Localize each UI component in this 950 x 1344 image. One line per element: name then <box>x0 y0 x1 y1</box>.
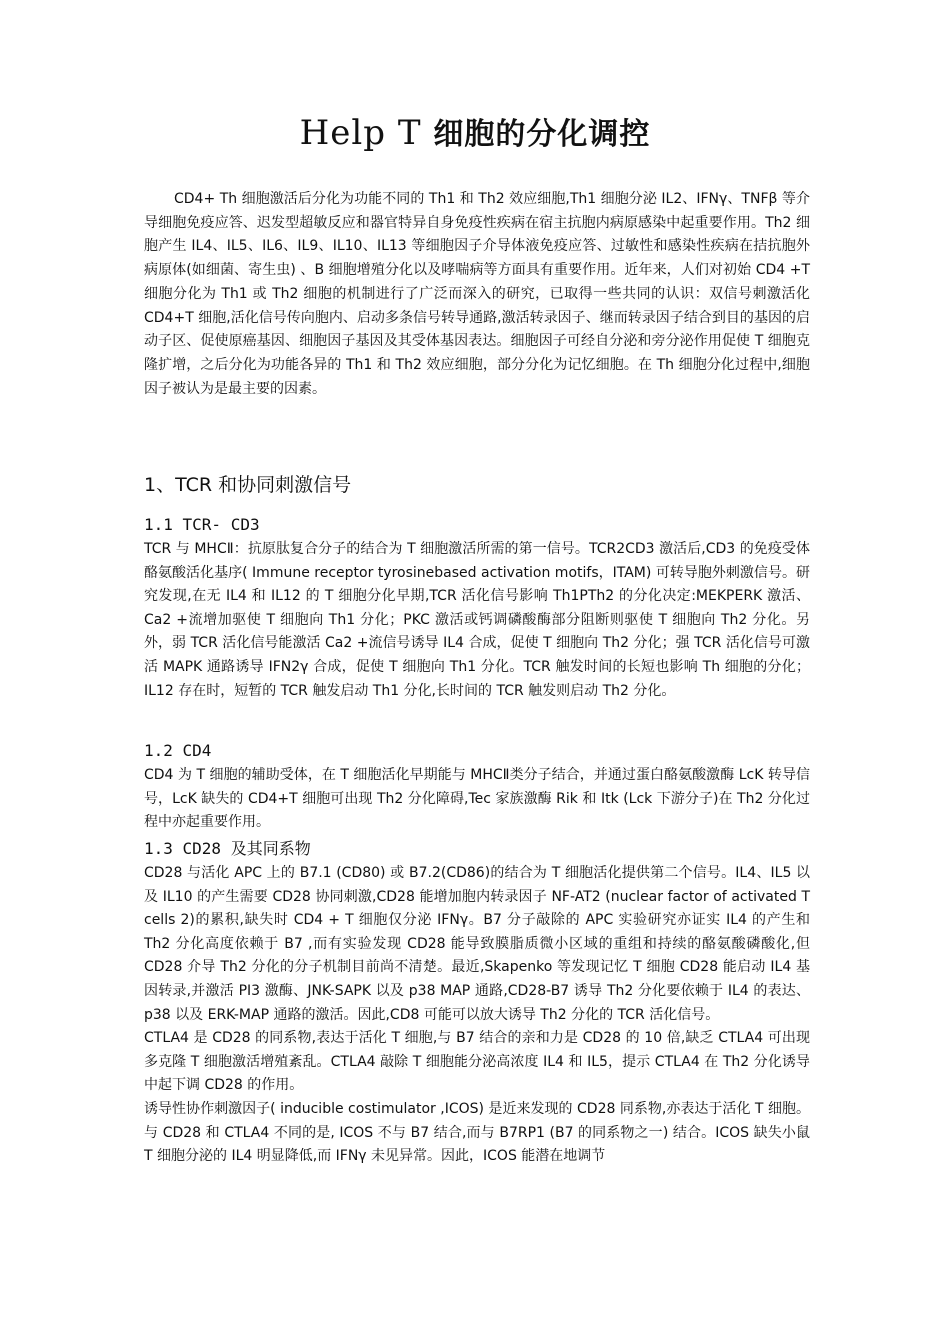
section-1-1-text: TCR 与 MHCⅡ：抗原肽复合分子的结合为 T 细胞激活所需的第一信号。TCR2CD3 激活后,CD3 的免疫受体酪氨酸活化基序( Immune receptor tyrosinebased activation motifs，ITAM) 可转导胞外刺激信号。研究发现,在无 IL4 和 IL12 的 T 细胞分化早期,TCR 活化信号影响 Th1PTh2 的分化决定:MEKPERK 激活、Ca2 +流增加驱使 T 细胞向 Th1 分化；PKC 激活或钙调磷酸酶部分阻断则驱使 T 细胞向 Th2 分化。另外，弱 TCR 活化信号能激活 Ca2 +流信号诱导 IL4 合成，促使 T 细胞向 Th2 分化；强 TCR 活化信号可激活 MAPK 通路诱导 IFN2γ 合成，促使 T 细胞向 Th1 分化。TCR 触发时间的长短也影响 Th 细胞的分化；IL12 存在时，短暂的 TCR 触发启动 Th1 分化,长时间的 TCR 触发则启动 Th2 分化。 <box>144 541 810 699</box>
section-1-1 <box>144 512 810 703</box>
section-1-3-text-3: 诱导性协作刺激因子( inducible costimulator ,ICOS) 是近来发现的 CD28 同系物,亦表达于活化 T 细胞。与 CD28 和 CTLA4 不同的是, ICOS 不与 B7 结合,而与 B7RP1 (B7 的同系物之一) 结合。ICOS 缺失小鼠 T 细胞分泌的 IL4 明显降低,而 IFNγ 未见异常。因此，ICOS 能潜在地调节 <box>144 1100 810 1165</box>
section-1-3-text-1: CD28 与活化 APC 上的 B7.1 (CD80) 或 B7.2(CD86)的结合为 T 细胞活化提供第二个信号。IL4、IL5 以及 IL10 的产生需要 CD28 协同刺激,CD28 能增加胞内转录因子 NF-AT2 (nuclear factor of activated T cells 2)的累积,缺失时 CD4 + T 细胞仅分泌 IFNγ。B7 分子敲除的 APC 实验研究亦证实 IL4 的产生和 Th2 分化高度依赖于 B7 ,而有实验发现 CD28 能导致膜脂质微小区域的重组和持续的酪氨酸磷酸化,但 CD28 介导 Th2 分化的分子机制目前尚不清楚。最近,Skapenko 等发现记忆 T 细胞 CD28 能启动 IL4 基因转录,并激活 PI3 激酶、JNK-SAPK 以及 p38 MAP 通路,CD28-B7 诱导 Th2 分化要依赖于 IL4 的表达、p38 以及 ERK-MAP 通路的激活。因此,CD8 可能可以放大诱导 Th2 分化的 TCR 活化信号。 <box>144 865 810 1023</box>
section-1-3-heading-num: 1.3 CD28 <box>144 839 222 858</box>
section-1-2 <box>144 738 810 835</box>
document-title <box>0 108 950 160</box>
title-cjk: 细胞的分化调控 <box>433 117 651 152</box>
section-1-2-heading: 1.2 CD4 <box>144 741 212 760</box>
section-1-heading: 1、TCR 和协同刺激信号 <box>144 474 352 496</box>
section-1-3-heading-text: 及其同系物 <box>230 839 311 858</box>
section-1-1-heading: 1.1 TCR- CD3 <box>144 515 260 534</box>
section-1-3-text-2: CTLA4 是 CD28 的同系物,表达于活化 T 细胞,与 B7 结合的亲和力是 CD28 的 10 倍,缺乏 CTLA4 可出现多克隆 T 细胞激活增殖紊乱。CTLA4 敲除 T 细胞能分泌高浓度 IL4 和 IL5，提示 CTLA4 在 Th2 分化诱导中起下调 CD28 的作用。 <box>144 1030 810 1094</box>
section-1-3 <box>144 836 810 1169</box>
intro-paragraph: CD4+ Th 细胞激活后分化为功能不同的 Th1 和 Th2 效应细胞,Th1 细胞分泌 IL2、IFNγ、TNFβ 等介导细胞免疫应答、迟发型超敏反应和器官特异自身免疫性疾病在宿主抗胞内病原感染中起重要作用。Th2 细胞产生 IL4、IL5、IL6、IL9、IL10、IL13 等细胞因子介导体液免疫应答、过敏性和感染性疾病在拮抗胞外病原体(如细菌、寄生虫) 、B 细胞增殖分化以及哮喘病等方面具有重要作用。近年来，人们对初始 CD4 +T 细胞分化为 Th1 或 Th2 细胞的机制进行了广泛而深入的研究，已取得一些共同的认识：双信号刺激活化 CD4+T 细胞,活化信号传向胞内、启动多条信号转导通路,激活转录因子、继而转录因子结合到目的基因的启动子区、促使原癌基因、细胞因子基因及其受体基因表达。细胞因子可经自分泌和旁分泌作用促使 T 细胞克隆扩增，之后分化为功能各异的 Th1 和 Th2 效应细胞，部分分化为记忆细胞。在 Th 细胞分化过程中,细胞因子被认为是最主要的因素。 <box>144 191 810 397</box>
title-latin: Help T <box>299 113 422 153</box>
section-1-2-text: CD4 为 T 细胞的辅助受体，在 T 细胞活化早期能与 MHCⅡ类分子结合，并通过蛋白酪氨酸激酶 LcK 转导信号，LcK 缺失的 CD4+T 细胞可出现 Th2 分化障碍,Tec 家族激酶 Rik 和 Itk (Lck 下游分子)在 Th2 分化过程中亦起重要作用。 <box>144 767 810 831</box>
section-1-3-heading <box>144 836 810 862</box>
